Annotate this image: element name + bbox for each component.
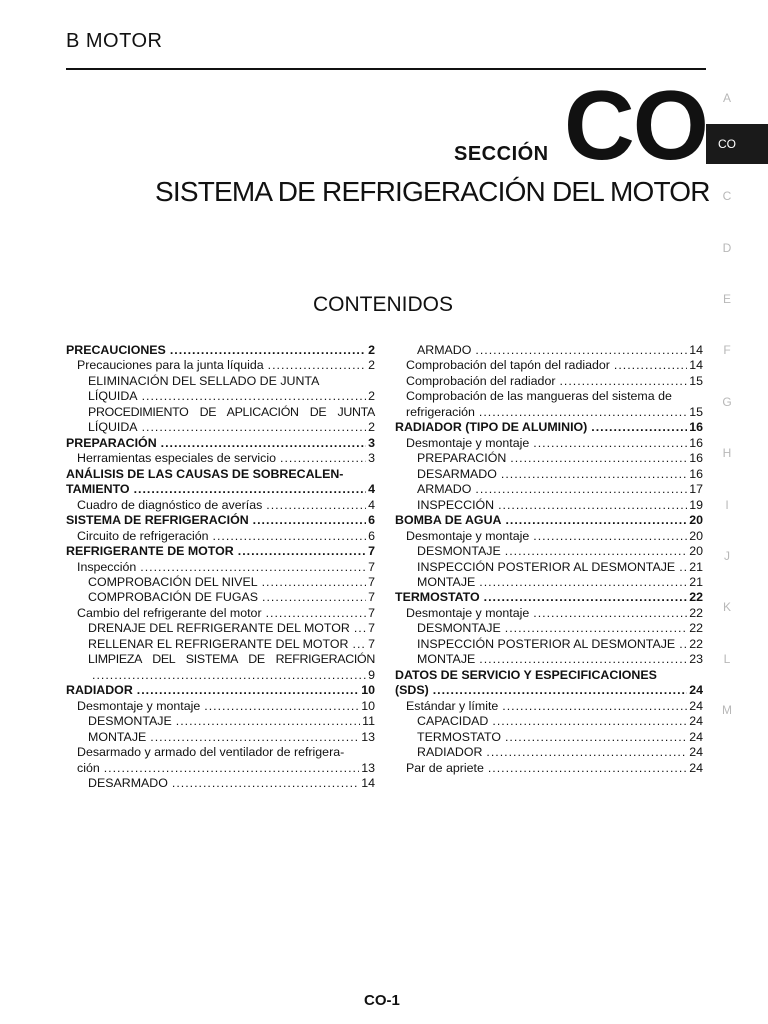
- toc-entry[interactable]: [395, 560, 703, 575]
- toc-dot-leader: [170, 343, 366, 358]
- toc-entry-page: 13: [361, 729, 375, 744]
- toc-entry[interactable]: [395, 606, 703, 621]
- toc-entry[interactable]: [395, 405, 703, 420]
- toc-entry-page: 10: [361, 683, 375, 698]
- toc-dot-leader: [280, 451, 366, 466]
- toc-entry[interactable]: [66, 683, 375, 698]
- toc-entry-page: 14: [689, 342, 703, 357]
- toc-entry[interactable]: [66, 374, 375, 389]
- toc-entry-label: DESMONTAJE: [88, 714, 172, 729]
- toc-entry[interactable]: [395, 343, 703, 358]
- toc-entry-label: ARMADO: [417, 342, 472, 357]
- toc-entry-page: 7: [368, 636, 375, 651]
- toc-entry-label: Cambio del refrigerante del motor: [77, 605, 262, 620]
- toc-entry-page: 3: [368, 435, 375, 450]
- toc-dot-leader: [479, 575, 687, 590]
- toc-entry-label: RADIADOR: [417, 745, 483, 760]
- toc-dot-leader: [161, 436, 366, 451]
- toc-entry-page: 24: [689, 698, 703, 713]
- toc-dot-leader: [505, 621, 687, 636]
- section-tab-m[interactable]: M: [722, 703, 732, 717]
- toc-entry[interactable]: [66, 652, 375, 667]
- toc-entry[interactable]: [395, 745, 703, 760]
- toc-dot-leader: [266, 498, 366, 513]
- toc-entry[interactable]: [66, 482, 375, 497]
- toc-entry-page: 7: [368, 575, 375, 590]
- toc-entry-label: INSPECCIÓN POSTERIOR AL DESMONTAJE: [417, 636, 676, 651]
- toc-dot-leader: [479, 405, 687, 420]
- toc-entry[interactable]: [395, 637, 703, 652]
- toc-dot-leader: [505, 544, 687, 559]
- toc-entry-page: 22: [689, 636, 703, 651]
- toc-entry-label: PREPARACIÓN: [66, 435, 157, 450]
- toc-dot-leader: [533, 529, 687, 544]
- toc-entry-label: Comprobación de las mangueras del sistema de: [406, 389, 672, 404]
- toc-entry-page: 2: [368, 358, 375, 373]
- toc-dot-leader: [142, 420, 367, 435]
- toc-entry[interactable]: [66, 436, 375, 451]
- toc-entry[interactable]: [66, 699, 375, 714]
- section-tab-k[interactable]: K: [722, 600, 731, 614]
- toc-dot-leader: [353, 637, 367, 652]
- toc-entry[interactable]: [395, 436, 703, 451]
- section-code: CO: [564, 70, 707, 180]
- toc-entry[interactable]: [66, 529, 375, 544]
- manual-group-title: B MOTOR: [66, 30, 163, 52]
- toc-dot-leader: [268, 358, 366, 373]
- toc-entry-label: Desmontaje y montaje: [406, 435, 530, 450]
- toc-dot-leader: [614, 358, 687, 373]
- toc-entry-page: 20: [689, 544, 703, 559]
- section-label: SECCIÓN: [454, 143, 549, 165]
- toc-dot-leader: [559, 374, 687, 389]
- toc-dot-leader: [134, 482, 367, 497]
- toc-entry-label: TAMIENTO: [66, 482, 130, 497]
- toc-entry-page: 3: [368, 451, 375, 466]
- section-tab-a[interactable]: A: [722, 91, 731, 105]
- toc-entry-label: Desmontaje y montaje: [77, 698, 201, 713]
- toc-entry-page: 20: [689, 513, 703, 528]
- toc-entry-page: 16: [689, 420, 703, 435]
- toc-entry-label: SISTEMA DE REFRIGERACIÓN: [66, 513, 249, 528]
- toc-entry-label: CAPACIDAD: [417, 714, 489, 729]
- toc-entry[interactable]: [395, 699, 703, 714]
- toc-entry-label: COMPROBACIÓN DE FUGAS: [88, 590, 259, 605]
- toc-dot-leader: [679, 637, 687, 652]
- toc-dot-leader: [679, 560, 687, 575]
- toc-entry-label: ARMADO: [417, 482, 472, 497]
- toc-entry-page: 23: [689, 652, 703, 667]
- toc-entry-page: 20: [689, 528, 703, 543]
- toc-entry-label: PREPARACIÓN: [417, 451, 507, 466]
- section-tab-f[interactable]: F: [723, 343, 731, 357]
- toc-dot-leader: [176, 714, 360, 729]
- toc-column-left: [66, 343, 375, 792]
- section-tab-i[interactable]: I: [725, 498, 729, 512]
- section-tab-c[interactable]: C: [722, 189, 732, 203]
- contents-heading: CONTENIDOS: [313, 293, 454, 316]
- toc-entry[interactable]: [395, 761, 703, 776]
- toc-dot-leader: [142, 389, 367, 404]
- toc-entry-page: 6: [368, 528, 375, 543]
- toc-entry-label: DESMONTAJE: [417, 621, 501, 636]
- toc-dot-leader: [591, 420, 687, 435]
- toc-entry[interactable]: [66, 591, 375, 606]
- toc-dot-leader: [475, 343, 687, 358]
- toc-entry[interactable]: [66, 714, 375, 729]
- toc-entry-page: 24: [689, 760, 703, 775]
- toc-entry-label: LÍQUIDA: [88, 389, 138, 404]
- section-index-tabs: [706, 78, 768, 758]
- toc-entry[interactable]: [66, 420, 375, 435]
- toc-entry[interactable]: [395, 591, 703, 606]
- toc-entry-page: 2: [368, 389, 375, 404]
- toc-entry[interactable]: [66, 621, 375, 636]
- toc-entry-label: PRECAUCIONES: [66, 342, 166, 357]
- toc-entry-label: INSPECCIÓN: [417, 497, 495, 512]
- toc-entry[interactable]: [395, 498, 703, 513]
- toc-entry[interactable]: [66, 498, 375, 513]
- toc-entry-page: 24: [689, 714, 703, 729]
- toc-dot-leader: [92, 668, 366, 683]
- toc-entry-label: MONTAJE: [417, 575, 476, 590]
- toc-entry-label: Cuadro de diagnóstico de averías: [77, 497, 263, 512]
- toc-entry-page: 15: [689, 373, 703, 388]
- toc-dot-leader: [104, 761, 359, 776]
- toc-entry[interactable]: [66, 389, 375, 404]
- toc-entry-label: Herramientas especiales de servicio: [77, 451, 277, 466]
- toc-dot-leader: [488, 761, 687, 776]
- toc-dot-leader: [501, 467, 687, 482]
- toc-entry-label: ELIMINACIÓN DEL SELLADO DE JUNTA: [88, 373, 320, 388]
- toc-entry-page: 22: [689, 621, 703, 636]
- toc-entry-label: DRENAJE DEL REFRIGERANTE DEL MOTOR: [88, 621, 350, 636]
- toc-entry-page: 24: [689, 729, 703, 744]
- toc-dot-leader: [238, 544, 366, 559]
- toc-entry[interactable]: [395, 621, 703, 636]
- toc-entry-label: refrigeración: [406, 404, 475, 419]
- toc-dot-leader: [172, 776, 359, 791]
- toc-entry-label: PROCEDIMIENTO DE APLICACIÓN DE JUNTA: [88, 404, 375, 419]
- toc-entry[interactable]: [66, 513, 375, 528]
- toc-entry-label: ción: [77, 760, 100, 775]
- toc-entry[interactable]: [395, 575, 703, 590]
- section-tab-g[interactable]: G: [722, 395, 732, 409]
- toc-entry-label: Estándar y límite: [406, 698, 499, 713]
- toc-entry-label: ANÁLISIS DE LAS CAUSAS DE SOBRECALEN-: [66, 466, 344, 481]
- toc-dot-leader: [475, 482, 687, 497]
- toc-entry[interactable]: [66, 358, 375, 373]
- toc-entry[interactable]: [395, 714, 703, 729]
- toc-entry-page: 11: [362, 714, 375, 729]
- toc-entry-label: DESMONTAJE: [417, 544, 501, 559]
- toc-dot-leader: [479, 652, 687, 667]
- toc-entry-page: 4: [368, 482, 375, 497]
- toc-dot-leader: [262, 575, 366, 590]
- section-tab-co[interactable]: CO: [706, 124, 768, 164]
- toc-entry[interactable]: [66, 544, 375, 559]
- toc-entry-label: LIMPIEZA DEL SISTEMA DE REFRIGERACIÓN: [88, 652, 375, 667]
- toc-entry[interactable]: [66, 745, 375, 760]
- toc-dot-leader: [533, 436, 687, 451]
- toc-entry-label: INSPECCIÓN POSTERIOR AL DESMONTAJE: [417, 559, 676, 574]
- section-tab-e[interactable]: E: [722, 292, 731, 306]
- toc-entry[interactable]: [66, 451, 375, 466]
- toc-dot-leader: [533, 606, 687, 621]
- toc-dot-leader: [486, 745, 687, 760]
- toc-entry-page: 22: [689, 590, 703, 605]
- toc-entry-label: Inspección: [77, 559, 137, 574]
- toc-entry-label: Comprobación del tapón del radiador: [406, 358, 610, 373]
- toc-entry-page: 17: [689, 482, 703, 497]
- toc-entry[interactable]: [66, 776, 375, 791]
- toc-entry-label: COMPROBACIÓN DEL NIVEL: [88, 575, 258, 590]
- toc-entry[interactable]: [66, 606, 375, 621]
- toc-entry[interactable]: [66, 730, 375, 745]
- toc-entry-page: 4: [368, 497, 375, 512]
- toc-entry-page: 2: [368, 420, 375, 435]
- toc-entry[interactable]: [66, 668, 375, 683]
- toc-entry-label: MONTAJE: [417, 652, 476, 667]
- toc-entry-page: 7: [368, 590, 375, 605]
- toc-dot-leader: [502, 699, 687, 714]
- toc-entry-label: MONTAJE: [88, 729, 147, 744]
- toc-entry-label: REFRIGERANTE DE MOTOR: [66, 544, 234, 559]
- toc-dot-leader: [505, 513, 687, 528]
- toc-entry[interactable]: [395, 683, 703, 698]
- section-tab-l[interactable]: L: [723, 652, 731, 666]
- toc-dot-leader: [253, 513, 366, 528]
- toc-entry-page: 21: [689, 559, 703, 574]
- toc-entry-label: BOMBA DE AGUA: [395, 513, 502, 528]
- toc-entry-page: 6: [368, 513, 375, 528]
- toc-dot-leader: [354, 621, 366, 636]
- toc-dot-leader: [204, 699, 359, 714]
- toc-dot-leader: [484, 590, 688, 605]
- section-title: SISTEMA DE REFRIGERACIÓN DEL MOTOR: [155, 176, 710, 207]
- toc-entry-label: RELLENAR EL REFRIGERANTE DEL MOTOR: [88, 636, 349, 651]
- toc-entry-page: 22: [689, 605, 703, 620]
- toc-entry-page: 16: [689, 466, 703, 481]
- toc-dot-leader: [492, 714, 687, 729]
- toc-dot-leader: [137, 683, 359, 698]
- toc-entry-label: Comprobación del radiador: [406, 373, 556, 388]
- toc-entry[interactable]: [395, 544, 703, 559]
- toc-dot-leader: [262, 590, 366, 605]
- toc-entry-label: Desarmado y armado del ventilador de refrigera-: [77, 745, 345, 760]
- toc-entry[interactable]: [66, 467, 375, 482]
- toc-dot-leader: [510, 451, 687, 466]
- toc-entry-label: DESARMADO: [417, 466, 497, 481]
- toc-entry-label: DATOS DE SERVICIO Y ESPECIFICACIONES: [395, 667, 657, 682]
- section-tab-d[interactable]: D: [722, 241, 732, 255]
- toc-entry-label: RADIADOR: [66, 683, 133, 698]
- toc-entry[interactable]: [395, 482, 703, 497]
- toc-entry-label: Desmontaje y montaje: [406, 528, 530, 543]
- toc-dot-leader: [150, 730, 359, 745]
- toc-entry-page: 16: [689, 435, 703, 450]
- toc-dot-leader: [505, 730, 687, 745]
- section-tab-h[interactable]: H: [722, 446, 732, 460]
- toc-entry-page: 24: [689, 683, 703, 698]
- toc-entry-label: TERMOSTATO: [417, 729, 501, 744]
- toc-entry[interactable]: [66, 637, 375, 652]
- toc-entry-label: RADIADOR (TIPO DE ALUMINIO): [395, 420, 588, 435]
- toc-entry-page: 7: [368, 559, 375, 574]
- toc-entry-page: 16: [689, 451, 703, 466]
- toc-entry-label: Par de apriete: [406, 760, 484, 775]
- toc-entry[interactable]: [395, 420, 703, 435]
- toc-column-right: [395, 343, 703, 776]
- toc-entry-page: 9: [368, 667, 375, 682]
- toc-entry-page: 14: [361, 776, 375, 791]
- toc-entry[interactable]: [395, 467, 703, 482]
- toc-dot-leader: [266, 606, 367, 621]
- toc-entry-label: TERMOSTATO: [395, 590, 480, 605]
- toc-entry[interactable]: [395, 374, 703, 389]
- toc-entry[interactable]: [395, 529, 703, 544]
- toc-entry-label: Precauciones para la junta líquida: [77, 358, 264, 373]
- toc-entry-page: 14: [689, 358, 703, 373]
- toc-entry[interactable]: [66, 560, 375, 575]
- toc-entry[interactable]: [66, 575, 375, 590]
- section-tab-j[interactable]: J: [724, 549, 730, 563]
- toc-entry-page: 7: [368, 544, 375, 559]
- toc-entry-label: Desmontaje y montaje: [406, 605, 530, 620]
- toc-entry[interactable]: [395, 451, 703, 466]
- toc-dot-leader: [213, 529, 367, 544]
- toc-entry[interactable]: [66, 405, 375, 420]
- toc-entry[interactable]: [395, 652, 703, 667]
- toc-entry-page: 24: [689, 745, 703, 760]
- toc-entry-page: 7: [368, 605, 375, 620]
- toc-entry-page: 13: [361, 760, 375, 775]
- toc-entry-page: 21: [689, 575, 703, 590]
- toc-entry[interactable]: [66, 761, 375, 776]
- toc-entry[interactable]: [395, 668, 703, 683]
- toc-entry-label: (SDS): [395, 683, 429, 698]
- page-number: CO-1: [364, 992, 400, 1009]
- toc-entry-label: Circuito de refrigeración: [77, 528, 209, 543]
- toc-entry[interactable]: [395, 730, 703, 745]
- toc-dot-leader: [140, 560, 366, 575]
- toc-entry[interactable]: [66, 343, 375, 358]
- toc-entry-label: LÍQUIDA: [88, 420, 138, 435]
- toc-entry[interactable]: [395, 358, 703, 373]
- toc-entry[interactable]: [395, 389, 703, 404]
- toc-entry-page: 15: [689, 404, 703, 419]
- toc-entry-page: 10: [361, 698, 375, 713]
- toc-entry-page: 2: [368, 342, 375, 357]
- toc-entry-page: 7: [368, 621, 375, 636]
- toc-entry-label: DESARMADO: [88, 776, 168, 791]
- toc-dot-leader: [498, 498, 687, 513]
- toc-dot-leader: [433, 683, 687, 698]
- toc-entry-page: 19: [689, 497, 703, 512]
- toc-entry[interactable]: [395, 513, 703, 528]
